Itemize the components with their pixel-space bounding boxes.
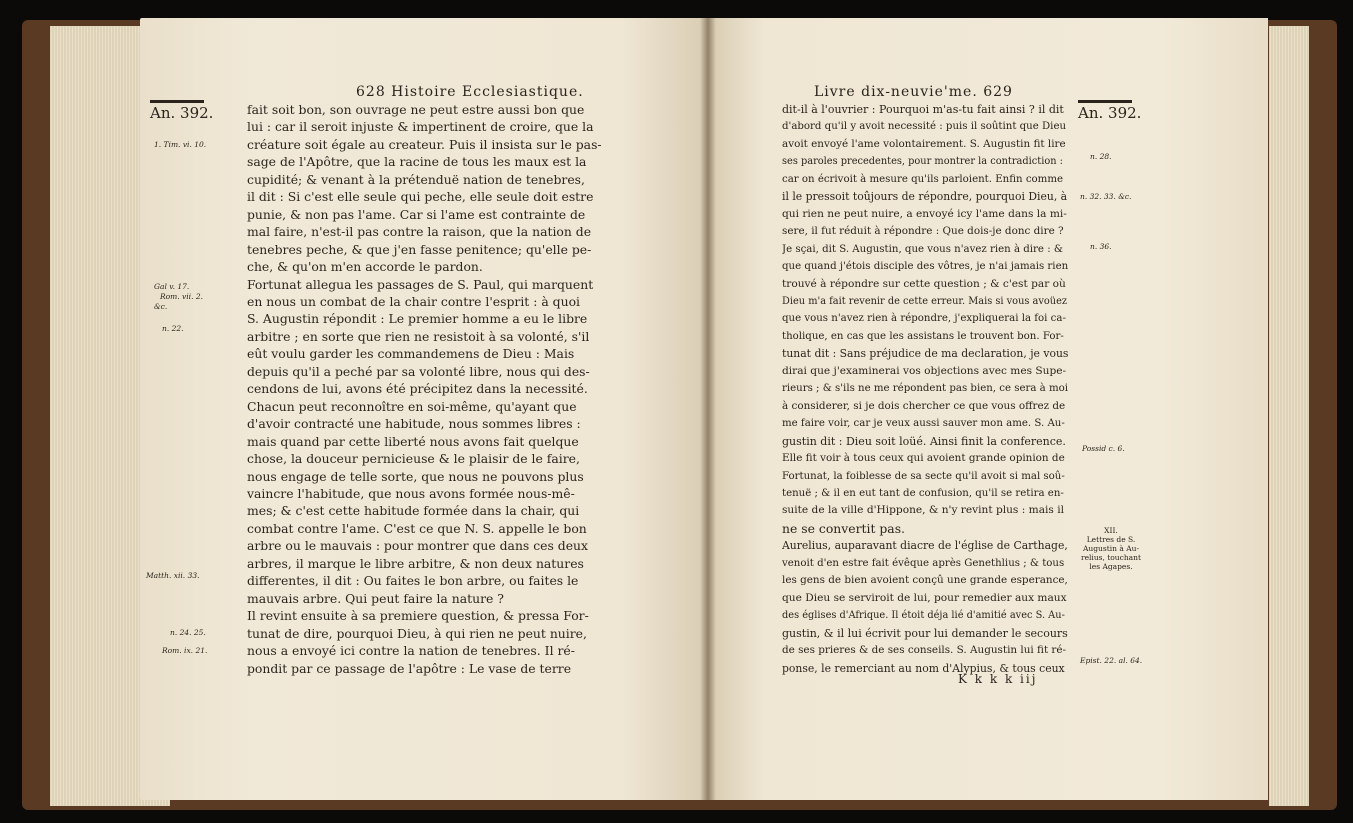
text-line: dirai que j'examinerai vos objections avec mes Supe- (782, 364, 1067, 377)
running-head: Livre dix-neuvie'me. 629 (814, 84, 1013, 100)
margin-note: Matth. xii. 33. (146, 571, 200, 580)
text-line: de ses prieres & de ses conseils. S. Augustin lui fit ré- (782, 644, 1067, 657)
text-line: mes; & c'est cette habitude formée dans la chair, qui (247, 503, 580, 519)
text-line: qui rien ne peut nuire, a envoyé icy l'ame dans la mi- (782, 207, 1067, 220)
page-edges-right (1269, 26, 1309, 806)
text-line: mal faire, n'est-il pas contre la raison, que la nation de (247, 224, 592, 240)
text-line: tenebres peche, & que j'en fasse penitence; qu'elle pe- (247, 241, 592, 257)
margin-note: Epist. 22. al. 64. (1080, 656, 1143, 665)
margin-note: n. 22. (162, 324, 184, 333)
text-line: arbre ou le mauvais : pour montrer que dans ces deux (247, 538, 589, 554)
text-line: tholique, en cas que les assistans le trouvent bon. For- (782, 330, 1064, 342)
text-line: cendons de lui, avons été précipitez dans la necessité. (247, 381, 588, 397)
text-line: sage de l'Apôtre, que la racine de tous les maux est la (247, 154, 587, 170)
margin-summary-line: XII. (1104, 526, 1118, 535)
text-line: chose, la douceur pernicieuse & le plaisir de le faire, (247, 451, 580, 467)
text-line: avoit envoyé l'ame volontairement. S. Augustin fit lire (782, 137, 1066, 150)
text-line: gustin, & il lui écrivit pour lui demander le secours (782, 626, 1068, 640)
text-line: punie, & non pas l'ame. Car si l'ame est contrainte de (247, 206, 586, 222)
text-line: créature soit égale au createur. Puis il insista sur le pas- (247, 136, 602, 152)
text-line: que Dieu se serviroit de lui, pour remedier aux maux (782, 591, 1067, 604)
right-page (708, 18, 1268, 800)
margin-note: &c. (154, 302, 168, 311)
text-line: à considerer, si je dois chercher ce que vous offrez de (782, 399, 1066, 412)
running-head: 628 Histoire Ecclesiastique. (356, 84, 584, 100)
text-line: mais quand par cette liberté nous avons fait quelque (247, 433, 579, 449)
text-line: depuis qu'il a peché par sa volonté libre, nous qui des- (247, 363, 590, 379)
text-line: trouvé à répondre sur cette question ; & c'est par où (782, 277, 1066, 290)
right-body-text (782, 101, 1068, 677)
text-line: les gens de bien avoient conçû une grande esperance, (782, 574, 1068, 587)
margin-note: 1. Tim. vi. 10. (154, 140, 207, 149)
text-line: cupidité; & venant à la prétenduë nation de tenebres, (247, 171, 585, 187)
margin-note: n. 28. (1090, 152, 1112, 161)
text-line: car on écrivoit à mesure qu'ils parloient. Enfin comme (782, 173, 1064, 185)
text-line: Elle fit voir à tous ceux qui avoient grande opinion de (782, 452, 1065, 465)
text-line: d'abord qu'il y avoit necessité : puis il soûtint que Dieu (782, 121, 1067, 133)
margin-note: Gal v. 17. (154, 282, 190, 291)
text-line: ne se convertit pas. (782, 520, 905, 536)
text-line: combat contre l'ame. C'est ce que N. S. appelle le bon (247, 520, 587, 536)
text-line: eût voulu garder les commandemens de Dieu : Mais (247, 346, 575, 362)
margin-summary-line: Lettres de S. (1086, 535, 1136, 544)
signature-mark: K k k k iij (958, 672, 1038, 686)
text-line: me faire voir, car je veux aussi sauver mon ame. S. Au- (782, 418, 1065, 430)
margin-summary-line: Augustin à Au- (1083, 544, 1139, 553)
margin-note: n. 24. 25. (170, 628, 206, 637)
margin-summary (1080, 526, 1142, 571)
text-line: Fortunat, la foiblesse de sa secte qu'il avoit si mal soû- (782, 470, 1065, 482)
margin-summary-line: relius, touchant (1081, 553, 1141, 562)
text-line: que quand j'étois disciple des vôtres, je n'ai jamais rien (782, 261, 1068, 273)
text-line: venoit d'en estre fait évêque après Genethlius ; & tous (782, 557, 1065, 569)
text-line: Aurelius, auparavant diacre de l'église de Carthage, (782, 539, 1068, 553)
year-marker: An. 392. (1078, 104, 1142, 122)
text-line: il dit : Si c'est elle seule qui peche, elle seule doit estre (247, 189, 594, 205)
text-line: que vous n'avez rien à répondre, j'expliquerai la foi ca- (782, 313, 1066, 325)
text-line: nous a envoyé ici contre la nation de tenebres. Il ré- (247, 643, 575, 659)
margin-summary-line: les Agapes. (1089, 562, 1133, 571)
text-line: Je sçai, dit S. Augustin, que vous n'avez rien à dire : & (782, 243, 1063, 255)
text-line: ses paroles precedentes, pour montrer la contradiction : (782, 156, 1063, 168)
text-line: Il revint ensuite à sa premiere question, & pressa For- (247, 608, 589, 624)
text-line: suite de la ville d'Hippone, & n'y revint plus : mais il (782, 504, 1065, 517)
text-line: en nous un combat de la chair contre l'esprit : à quoi (247, 293, 580, 309)
text-line: il le pressoit toûjours de répondre, pourquoi Dieu, à (782, 190, 1068, 204)
margin-note: Rom. ix. 21. (162, 646, 208, 655)
text-line: tenuë ; & il en eut tant de confusion, qu'il se retira en- (782, 487, 1064, 499)
text-line: arbitre ; en sorte que rien ne resistoit à sa volonté, s'il (247, 328, 590, 344)
text-line: fait soit bon, son ouvrage ne peut estre aussi bon que (247, 102, 585, 117)
text-line: tunat de dire, pourquoi Dieu, à qui rien ne peut nuire, (247, 625, 587, 641)
text-line: gustin dit : Dieu soit loüé. Ainsi finit la conference. (782, 434, 1066, 448)
text-line: mauvais arbre. Qui peut faire la nature ? (247, 590, 504, 606)
text-line: des églises d'Afrique. Il étoit déja lié d'amitié avec S. Au- (782, 610, 1065, 622)
margin-note: n. 36. (1090, 242, 1112, 251)
text-line: arbres, il marque le libre arbitre, & non deux natures (247, 555, 584, 571)
text-line: che, & qu'on m'en accorde le pardon. (247, 259, 483, 275)
text-line: Chacun peut reconnoître en soi-même, qu'ayant que (247, 398, 577, 414)
text-line: differentes, il dit : Ou faites le bon arbre, ou faites le (247, 573, 579, 589)
text-line: sere, il fut réduit à répondre : Que dois-je donc dire ? (782, 225, 1064, 238)
text-line: rieurs ; & s'ils ne me répondent pas bien, ce sera à moi (782, 383, 1068, 395)
text-line: vaincre l'habitude, que nous avons formée nous-mê- (247, 485, 575, 501)
text-line: Dieu m'a fait revenir de cette erreur. Mais si vous avoüez (782, 295, 1068, 307)
text-line: Fortunat allegua les passages de S. Paul, qui marquent (247, 276, 594, 292)
text-line: lui : car il seroit injuste & impertinent de croire, que la (247, 119, 594, 135)
text-line: pondit par ce passage de l'apôtre : Le vase de terre (247, 660, 572, 676)
text-line: nous engage de telle sorte, que nous ne pouvons plus (247, 468, 584, 484)
text-line: dit-il à l'ouvrier : Pourquoi m'as-tu fait ainsi ? il dit (782, 103, 1064, 116)
text-line: d'avoir contracté une habitude, nous sommes libres : (247, 416, 581, 432)
margin-note: Rom. vii. 2. (160, 292, 204, 301)
text-line: ponse, le remerciant au nom d'Alypius, & tous ceux (782, 661, 1065, 675)
year-rule (150, 100, 204, 103)
left-page (140, 18, 708, 800)
left-body-text (247, 101, 683, 677)
text-line: tunat dit : Sans préjudice de ma declaration, je vous (782, 347, 1068, 361)
year-marker: An. 392. (150, 104, 214, 122)
margin-note: n. 32. 33. &c. (1080, 192, 1132, 201)
text-line: S. Augustin répondit : Le premier homme a eu le libre (247, 311, 588, 327)
book-gutter (700, 18, 716, 800)
open-book (22, 12, 1337, 812)
year-rule (1078, 100, 1132, 103)
margin-note: Possid c. 6. (1082, 444, 1125, 453)
